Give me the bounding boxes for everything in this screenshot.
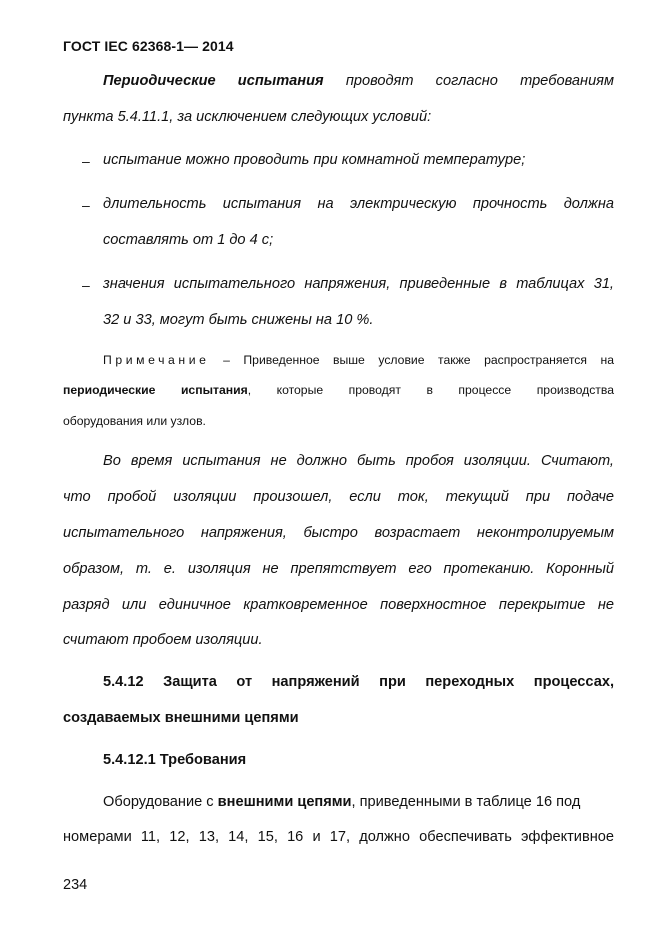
- para3-line1: [103, 794, 614, 810]
- list-dash-3: –: [82, 277, 90, 293]
- note-line2-rest: , которые проводят в процессе производства: [247, 383, 614, 397]
- list-item-1: испытание можно проводить при комнатной температуре;: [103, 152, 526, 168]
- para2-line6: считают пробоем изоляции.: [63, 632, 263, 648]
- list-item-2-line2: составлять от 1 до 4 с;: [103, 232, 274, 248]
- para1-bold-term: Периодические испытания: [103, 73, 324, 89]
- note-line2: [63, 383, 614, 397]
- para2-line2: что пробой изоляции произошел, если ток, текущий при подаче: [63, 489, 614, 505]
- para2-line1: Во время испытания не должно быть пробоя изоляции. Считают,: [103, 453, 614, 469]
- para1-line1: [103, 73, 614, 89]
- list-item-3-line2: 32 и 33, могут быть снижены на 10 %.: [103, 312, 374, 328]
- para1-line2: пункта 5.4.11.1, за исключением следующих условий:: [63, 109, 432, 125]
- note-label: Примечание: [103, 353, 210, 367]
- list-dash-1: –: [82, 153, 90, 169]
- section-5-4-12-heading-line1: 5.4.12 Защита от напряжений при переходных процессах,: [103, 674, 614, 690]
- note-line1: [103, 353, 614, 367]
- para3-line1-rest: , приведенными в таблице 16 под: [351, 794, 581, 810]
- para2-line4: образом, т. е. изоляция не препятствует его протеканию. Коронный: [63, 561, 614, 577]
- section-5-4-12-heading-line2: создаваемых внешними цепями: [63, 710, 299, 726]
- note-bold-term: периодические испытания: [63, 383, 248, 397]
- para3-line1-start: Оборудование с: [103, 794, 218, 810]
- para1-line1-rest: проводят согласно требованиям: [345, 73, 614, 89]
- para2-line3: испытательного напряжения, быстро возрастает неконтролируемым: [63, 525, 614, 541]
- para3-bold-term: внешними цепями: [217, 794, 352, 810]
- document-header: ГОСТ IEC 62368-1— 2014: [63, 38, 234, 54]
- note-line1-rest: – Приведенное выше условие также распространяется на: [223, 353, 615, 367]
- list-dash-2: –: [82, 197, 90, 213]
- section-5-4-12-1-heading: 5.4.12.1 Требования: [103, 752, 247, 768]
- list-item-2-line1: длительность испытания на электрическую прочность должна: [103, 196, 614, 212]
- list-item-3-line1: значения испытательного напряжения, приведенные в таблицах 31,: [103, 276, 614, 292]
- note-line3: оборудования или узлов.: [63, 414, 206, 428]
- page-number: 234: [63, 877, 88, 893]
- para2-line5: разряд или единичное кратковременное поверхностное перекрытие не: [63, 597, 614, 613]
- para3-line2: номерами 11, 12, 13, 14, 15, 16 и 17, должно обеспечивать эффективное: [63, 829, 614, 845]
